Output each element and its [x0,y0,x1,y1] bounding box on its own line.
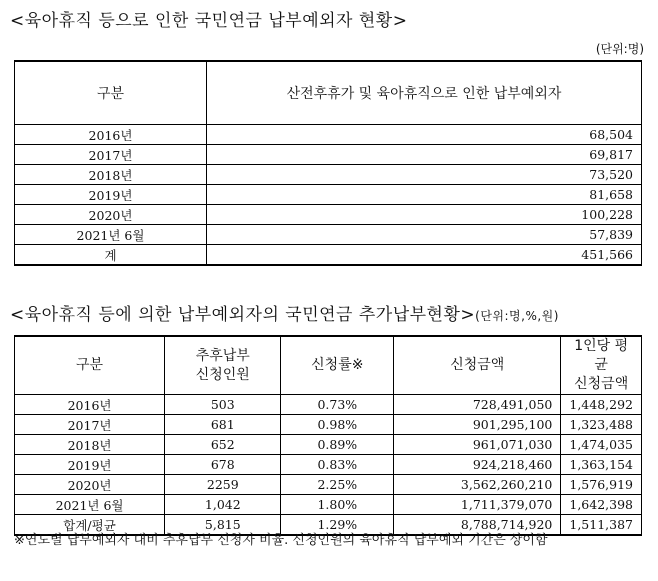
table-newborn-exemptions [14,60,642,266]
t2-cell: 2020년 [15,475,165,495]
table-row [15,145,642,165]
table1-unit: (단위:명) [595,42,644,56]
t2-cell: 0.89% [281,435,394,455]
t1-cell-value: 57,839 [207,225,642,245]
t2-cell: 8,788,714,920 [394,515,561,536]
t2-cell: 503 [165,395,281,415]
t2-header-applicants: 추후납부 신청인원 [165,336,281,395]
t2-cell: 2259 [165,475,281,495]
table-row [15,415,642,435]
t2-cell: 728,491,050 [394,395,561,415]
t2-header-rate: 신청률※ [281,336,394,395]
t2-cell: 961,071,030 [394,435,561,455]
t2-cell: 678 [165,455,281,475]
t2-cell: 3,562,260,210 [394,475,561,495]
t2-cell: 924,218,460 [394,455,561,475]
t1-cell-value: 100,228 [207,205,642,225]
t2-cell: 681 [165,415,281,435]
t1-cell-value: 69,817 [207,145,642,165]
t2-cell: 1,363,154 [561,455,642,475]
t2-cell: 합계/평균 [15,515,165,536]
table-row [15,125,642,145]
t1-cell-category: 2016년 [15,125,207,145]
t2-cell: 0.73% [281,395,394,415]
table-row [15,185,642,205]
table-row [15,495,642,515]
t1-cell-category: 계 [15,245,207,266]
table-row [15,455,642,475]
t2-cell: 1,042 [165,495,281,515]
t2-cell: 2017년 [15,415,165,435]
table-row [15,435,642,455]
table-additional-payment [14,335,642,536]
table2-title [10,300,559,325]
t1-cell-value: 451,566 [207,245,642,266]
t2-cell: 2018년 [15,435,165,455]
t2-cell: 1,642,398 [561,495,642,515]
footnote: ※연도별 납부예외자 대비 추후납부 신청자 비율. 신청인원의 육아휴직 납부예외 기간은 상이함 [14,533,548,548]
t2-cell: 1,576,919 [561,475,642,495]
t1-cell-category: 2018년 [15,165,207,185]
t1-cell-category: 2020년 [15,205,207,225]
t2-header-category: 구분 [15,336,165,395]
table2-unit: (단위:명,%,원) [475,309,559,323]
table-row [15,225,642,245]
t1-cell-category: 2017년 [15,145,207,165]
table1-title: <육아휴직 등으로 인한 국민연금 납부예외자 현황> [10,11,408,31]
t1-cell-value: 81,658 [207,185,642,205]
table-row [15,245,642,266]
t1-header-category: 구분 [15,61,207,125]
t2-cell: 1.29% [281,515,394,536]
t2-cell: 1.80% [281,495,394,515]
t2-cell: 0.98% [281,415,394,435]
t1-cell-category: 2021년 6월 [15,225,207,245]
t2-cell: 5,815 [165,515,281,536]
t2-cell: 652 [165,435,281,455]
t2-cell: 2019년 [15,455,165,475]
table2-title-text: <육아휴직 등에 의한 납부예외자의 국민연금 추가납부현황> [10,305,476,325]
t1-cell-value: 73,520 [207,165,642,185]
t2-cell: 2.25% [281,475,394,495]
table-row [15,205,642,225]
table-row [15,395,642,415]
t2-cell: 901,295,100 [394,415,561,435]
t1-header-exempt: 산전후휴가 및 육아휴직으로 인한 납부예외자 [207,61,642,125]
t2-header-amount: 신청금액 [394,336,561,395]
t2-cell: 1,323,488 [561,415,642,435]
t2-cell: 1,448,292 [561,395,642,415]
t1-cell-value: 68,504 [207,125,642,145]
t2-cell: 0.83% [281,455,394,475]
t2-cell: 1,711,379,070 [394,495,561,515]
table-row [15,165,642,185]
table-row [15,475,642,495]
t2-header-avg: 1인당 평균 신청금액 [561,336,642,395]
t2-cell: 1,474,035 [561,435,642,455]
t2-cell: 2016년 [15,395,165,415]
t2-cell: 1,511,387 [561,515,642,536]
t1-cell-category: 2019년 [15,185,207,205]
t2-cell: 2021년 6월 [15,495,165,515]
